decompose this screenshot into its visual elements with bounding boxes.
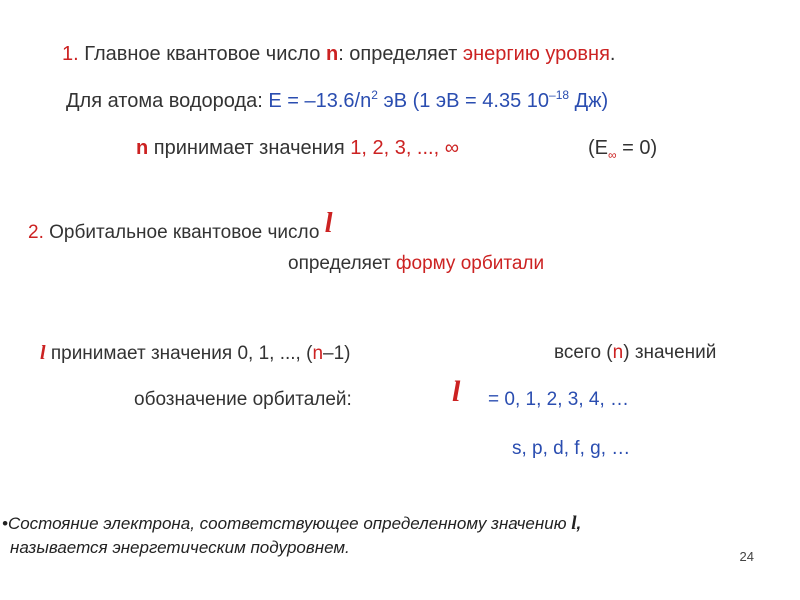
section2-number: 2.	[28, 222, 44, 243]
designation-l-symbol: l	[452, 375, 461, 408]
footnote-bullet: •	[2, 514, 8, 533]
footnote-line2: называется энергетическим подуровнем.	[10, 538, 350, 557]
section1-number: 1.	[62, 43, 79, 65]
section1-title: 1. Главное квантовое число n: определяет энергию уровня.	[62, 43, 616, 65]
orbital-shape-def: определяет форму орбитали	[288, 253, 545, 274]
footnote-line1: •Состояние электрона, соответствующее определенному значению l,	[2, 513, 582, 534]
hydrogen-energy-formula: Для атома водорода: $E = -13.6/n^2$ эВ (1 эВ = 4.35 $10^{-18}$ Дж)	[66, 88, 609, 112]
n-values-line: n принимает значения 1, 2, 3, ..., ∞	[136, 137, 459, 159]
l-number-list: = 0, 1, 2, 3, 4, …	[488, 389, 629, 410]
orbital-symbol-l: l	[324, 208, 333, 239]
orbital-letters: s, p, d, f, g, …	[512, 438, 631, 459]
l-values-line: l принимает значения 0, 1, ..., (n–1)	[40, 342, 351, 364]
e-infinity-note: $(E_\infty = 0)$	[588, 137, 658, 162]
page-number: 24	[739, 549, 754, 564]
section2-title: 2. Орбитальное квантовое число l	[28, 208, 333, 243]
total-values-line: всего (n) значений	[554, 342, 717, 363]
orbital-designation-label: обозначение орбиталей:	[134, 389, 352, 410]
